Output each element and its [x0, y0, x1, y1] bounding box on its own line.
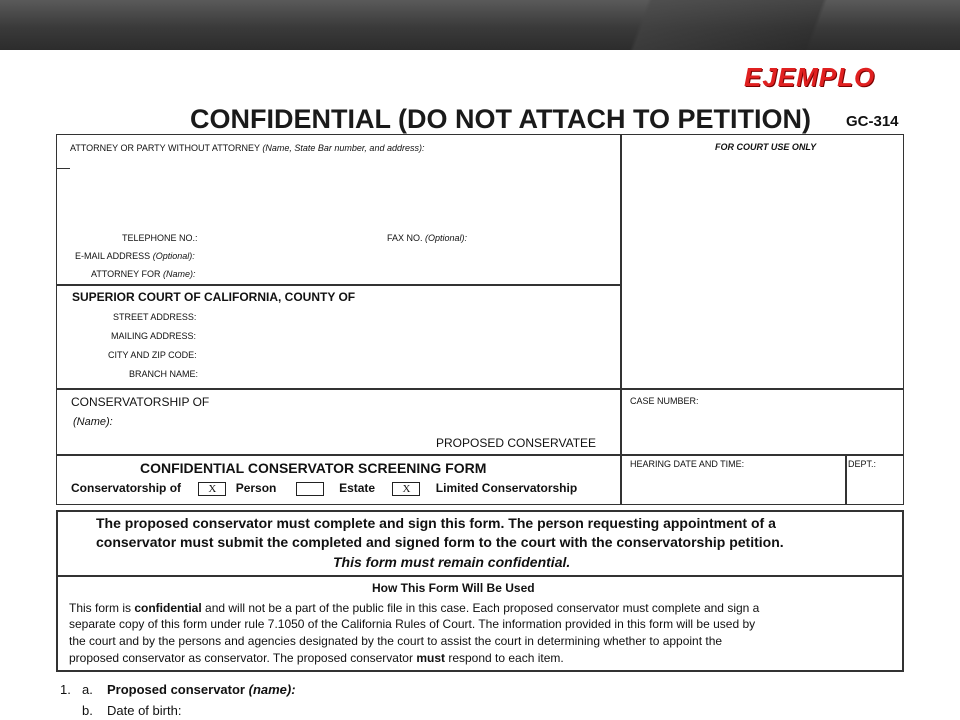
notice-line-3: This form must remain confidential. [333, 554, 571, 570]
how-used-line-1: This form is confidential and will not be a part of the public file in this case. Each proposed conservator must complete and sign a [69, 601, 760, 615]
form-name: CONFIDENTIAL CONSERVATOR SCREENING FORM [140, 460, 487, 476]
form-code: GC-314 [846, 113, 899, 130]
telephone-label: TELEPHONE NO.: [122, 233, 198, 243]
date-of-birth-label: Date of birth: [107, 703, 182, 718]
notice-line-2: conservator must submit the completed and signed form to the court with the conservatorship petition. [96, 534, 784, 550]
notice-divider [56, 575, 904, 577]
street-address-label: STREET ADDRESS: [113, 312, 197, 322]
how-used-line-4: proposed conservator as conservator. The proposed conservator must respond to each item. [69, 651, 564, 665]
mailing-address-label: MAILING ADDRESS: [111, 331, 197, 341]
proposed-conservatee-label: PROPOSED CONSERVATEE [436, 436, 597, 450]
fax-label: FAX NO. (Optional): [387, 233, 468, 243]
proposed-conservator-label: Proposed conservator (name): [107, 682, 296, 697]
limited-checkbox[interactable]: X [392, 482, 420, 496]
estate-checkbox[interactable] [296, 482, 324, 496]
conservatee-name-label: (Name): [73, 416, 113, 428]
court-heading: SUPERIOR COURT OF CALIFORNIA, COUNTY OF [72, 290, 356, 304]
email-label: E-MAIL ADDRESS (Optional): [75, 251, 195, 261]
notice-line-1: The proposed conservator must complete and sign this form. The person requesting appointment of a [96, 515, 776, 531]
item-1-number: 1. [60, 682, 71, 697]
estate-option-label: Estate [339, 481, 376, 495]
column-divider [620, 134, 622, 505]
page-title: CONFIDENTIAL (DO NOT ATTACH TO PETITION) [190, 104, 811, 134]
court-use-label: FOR COURT USE ONLY [715, 142, 817, 152]
item-1a-letter: a. [82, 682, 93, 697]
city-zip-label: CITY AND ZIP CODE: [108, 350, 197, 360]
item-1b-letter: b. [82, 703, 93, 718]
divider-court-conservatorship [56, 388, 904, 390]
slide-header-bar [0, 0, 960, 50]
dept-label: DEPT.: [848, 459, 877, 469]
how-used-line-3: the court and by the persons and agencies designated by the court to assist the court in determining whether to appoint the [69, 634, 723, 648]
tick-mark [56, 168, 70, 169]
conservatorship-of-label: CONSERVATORSHIP OF [71, 395, 210, 409]
branch-name-label: BRANCH NAME: [129, 369, 199, 379]
attorney-header: ATTORNEY OR PARTY WITHOUT ATTORNEY (Name, State Bar number, and address): [70, 143, 425, 153]
how-used-heading: How This Form Will Be Used [372, 581, 535, 595]
limited-option-label: Limited Conservatorship [435, 481, 578, 495]
divider-attorney-court [56, 284, 621, 286]
case-number-label: CASE NUMBER: [630, 396, 699, 406]
divider-conservatorship-formname [56, 454, 904, 456]
header-shade [560, 0, 960, 50]
attorney-for-label: ATTORNEY FOR (Name): [91, 269, 196, 279]
hearing-label: HEARING DATE AND TIME: [630, 459, 745, 469]
how-used-line-2: separate copy of this form under rule 7.1050 of the California Rules of Court. The information provided in this form will be used by [69, 617, 756, 631]
person-option-label: Person [235, 481, 277, 495]
divider-hearing-dept [845, 454, 847, 505]
person-checkbox[interactable]: X [198, 482, 226, 496]
conservatorship-type-row: Conservatorship of X Person Estate X Limited Conservatorship [71, 481, 578, 495]
ejemplo-stamp: EJEMPLO [744, 62, 876, 92]
